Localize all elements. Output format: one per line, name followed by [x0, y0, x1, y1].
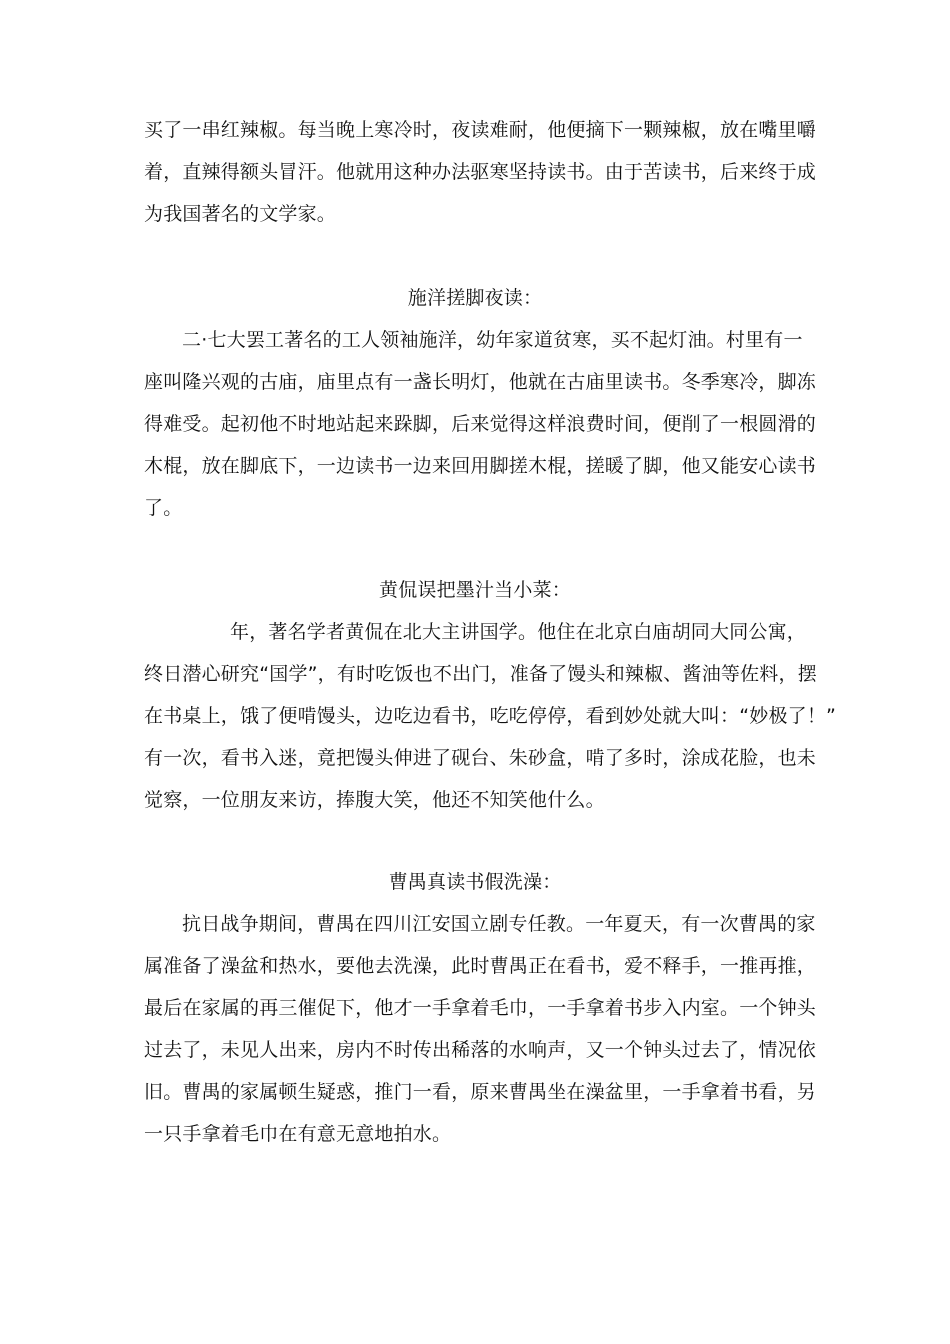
paragraph-line: 抗日战争期间，曹禺在四川江安国立剧专任教。一年夏天，有一次曹禺的家 — [182, 913, 816, 935]
section-title-cao-yu: 曹禺真读书假洗澡： — [388, 871, 562, 893]
paragraph-line: 座叫隆兴观的古庙，庙里点有一盏长明灯，他就在古庙里读书。冬季寒冷，脚冻 — [144, 371, 817, 393]
paragraph-line: 终日潜心研究“国学”，有时吃饭也不出门，准备了馒头和辣椒、酱油等佐料，摆 — [144, 663, 817, 685]
section-title-shi-yang: 施洋搓脚夜读： — [407, 287, 543, 309]
paragraph-line: 了。 — [144, 497, 183, 519]
paragraph-line: 觉察，一位朋友来访，捧腹大笑，他还不知笑他什么。 — [144, 789, 605, 811]
paragraph-line: 有一次，看书入迷，竟把馒头伸进了砚台、朱砂盒，啃了多时，涂成花脸，也未 — [144, 747, 817, 769]
paragraph-line: 过去了，未见人出来，房内不时传出稀落的水响声，又一个钟头过去了，情况依 — [144, 1039, 817, 1061]
intro-line-1: 买了一串红辣椒。每当晚上寒冷时，夜读难耐，他便摘下一颗辣椒，放在嘴里嚼 — [144, 119, 817, 141]
intro-line-3: 为我国著名的文学家。 — [144, 203, 337, 225]
paragraph-line: 属准备了澡盆和热水，要他去洗澡，此时曹禺正在看书，爱不释手，一推再推， — [144, 955, 817, 977]
paragraph-line: 二·七大罢工著名的工人领袖施洋，幼年家道贫寒，买不起灯油。村里有一 — [182, 329, 803, 351]
paragraph-line: 在书桌上，饿了便啃馒头，边吃边看书，吃吃停停，看到妙处就大叫：“妙极了！” — [144, 705, 837, 727]
paragraph-line: 年，著名学者黄侃在北大主讲国学。他住在北京白庙胡同大同公寓， — [230, 621, 807, 643]
paragraph-line: 木棍，放在脚底下，一边读书一边来回用脚搓木棍，搓暖了脚，他又能安心读书 — [144, 455, 817, 477]
intro-line-2: 着，直辣得额头冒汗。他就用这种办法驱寒坚持读书。由于苦读书，后来终于成 — [144, 161, 817, 183]
paragraph-line: 旧。曹禺的家属顿生疑惑，推门一看，原来曹禺坐在澡盆里，一手拿着书看，另 — [144, 1081, 817, 1103]
paragraph-line: 得难受。起初他不时地站起来跺脚，后来觉得这样浪费时间，便削了一根圆滑的 — [144, 413, 817, 435]
paragraph-line: 最后在家属的再三催促下，他才一手拿着毛巾，一手拿着书步入内室。一个钟头 — [144, 997, 817, 1019]
paragraph-line: 一只手拿着毛巾在有意无意地拍水。 — [144, 1123, 452, 1145]
section-title-huang-kan: 黄侃误把墨汁当小菜： — [378, 579, 571, 601]
